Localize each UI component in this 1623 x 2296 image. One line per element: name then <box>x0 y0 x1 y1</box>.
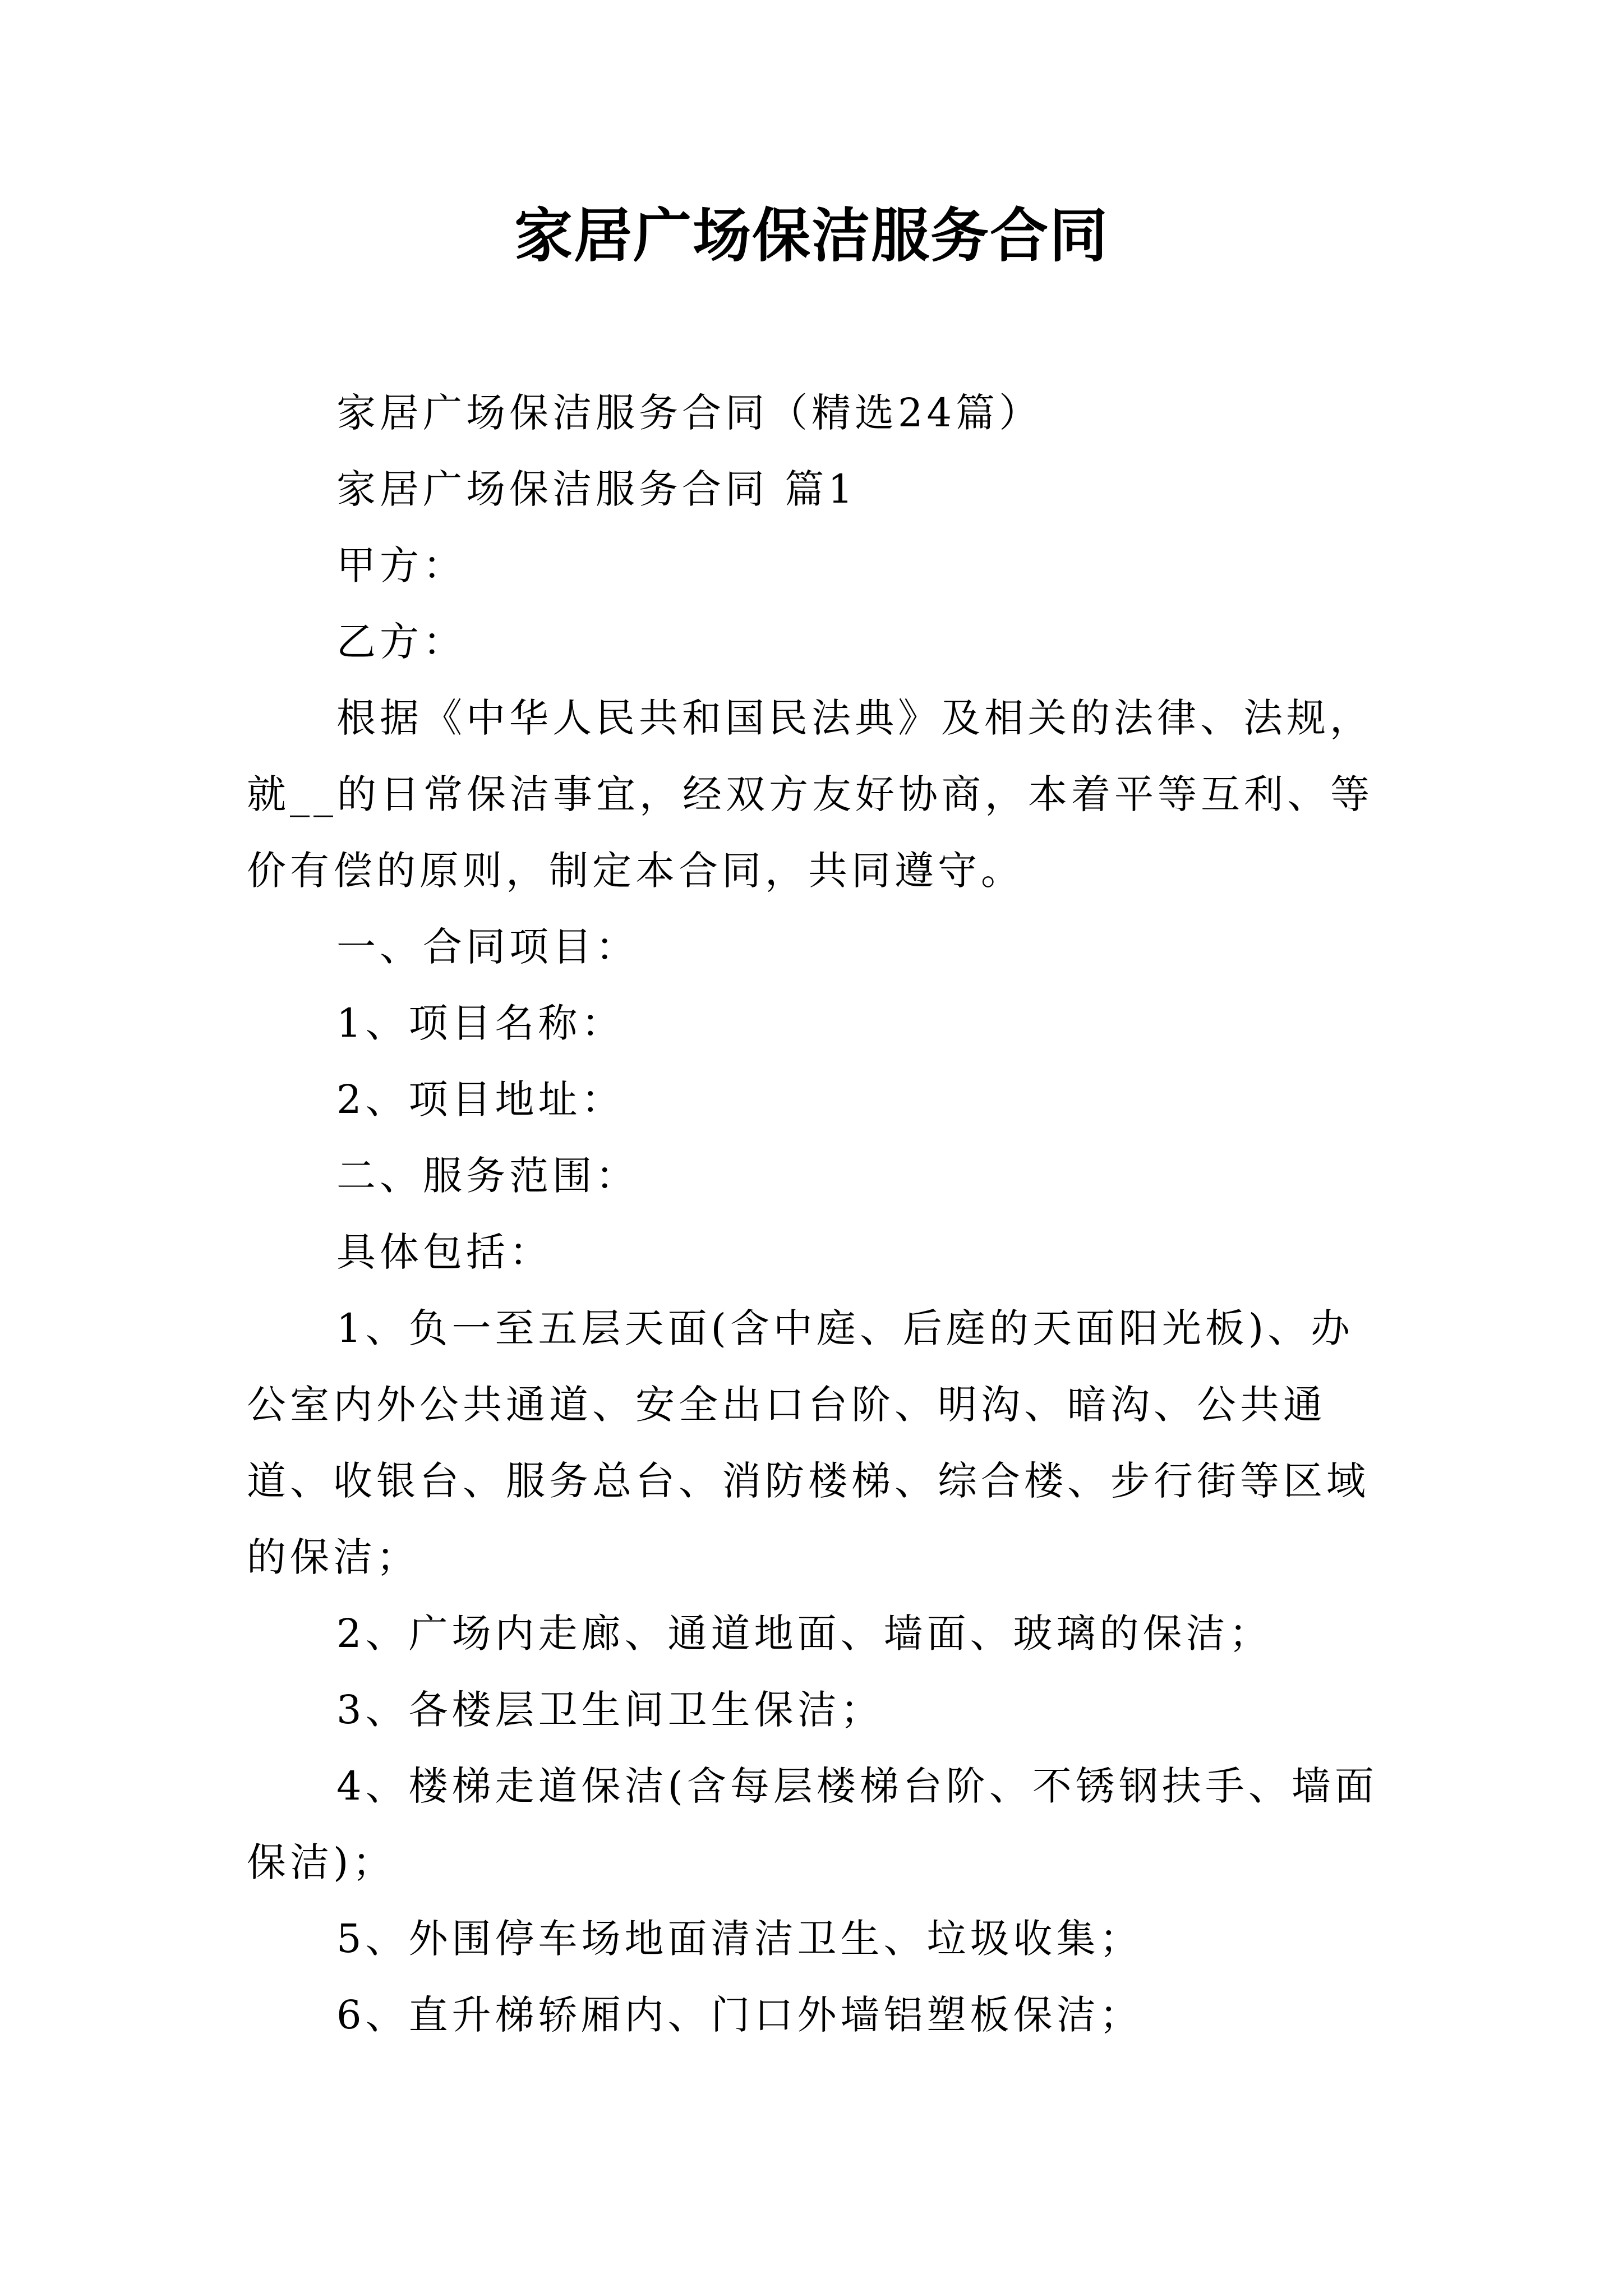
clause-text: 具体包括： <box>336 1229 552 1275</box>
clause-item: 2、广场内走廊、通道地面、墙面、玻璃的保洁； <box>336 1611 1272 1657</box>
clause-item: 5、外围停车场地面清洁卫生、垃圾收集； <box>336 1916 1143 1962</box>
subtitle-paragraph: 家居广场保洁服务合同（精选24篇） <box>336 390 1043 436</box>
party-b-line: 乙方： <box>336 619 466 665</box>
intro-paragraph: 根据《中华人民共和国民法典》及相关的法律、法规，就__的日常保洁事宜，经双方友好协商，本着平等互利、等价有偿的原则，制定本合同，共同遵守。 <box>247 695 1373 894</box>
clause-heading: 二、服务范围： <box>336 1153 639 1199</box>
clause-item: 6、直升梯轿厢内、门口外墙铝塑板保洁； <box>336 1992 1143 2038</box>
clause-item: 1、项目名称： <box>336 1000 625 1046</box>
clause-item: 1、负一至五层天面(含中庭、后庭的天面阳光板)、办公室内外公共通道、安全出口台阶、明沟、暗沟、公共通道、收银台、服务总台、消防楼梯、综合楼、步行街等区域的保洁； <box>247 1305 1370 1580</box>
clause-item: 3、各楼层卫生间卫生保洁； <box>336 1687 884 1733</box>
document-title: 家居广场保洁服务合同 <box>514 201 1109 270</box>
clause-item: 2、项目地址： <box>336 1076 625 1122</box>
party-a-line: 甲方： <box>336 542 466 588</box>
clause-heading: 一、合同项目： <box>336 924 639 970</box>
clause-item: 4、楼梯走道保洁(含每层楼梯台阶、不锈钢扶手、墙面保洁)； <box>247 1763 1378 1885</box>
document-body <box>247 375 1391 2053</box>
section-heading: 家居广场保洁服务合同 篇1 <box>336 466 857 512</box>
